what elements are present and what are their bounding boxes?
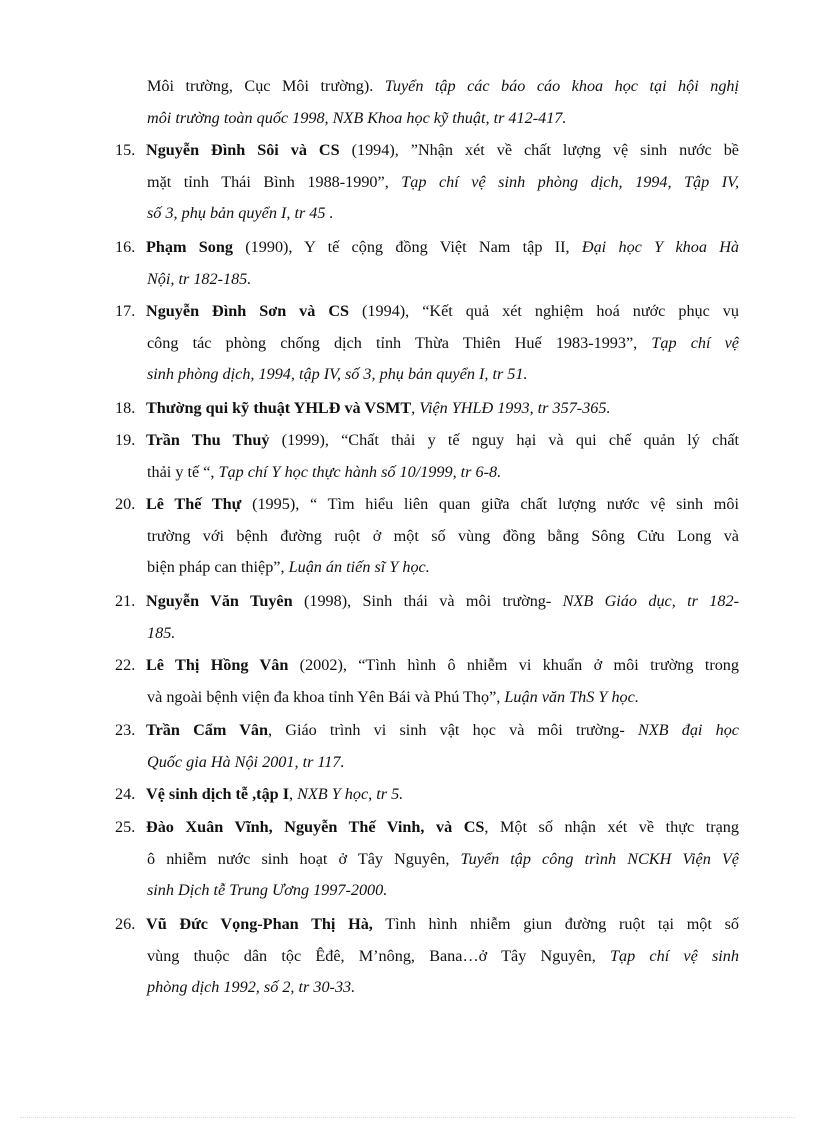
reference-item-18 [115,393,739,425]
reference-line [115,650,739,682]
reference-line [115,812,739,844]
reference-number: 20. [115,495,136,513]
reference-author: Đào Xuân Vĩnh, Nguyễn Thế Vinh, và CS [146,818,485,836]
reference-item-25 [115,812,739,907]
reference-line [115,747,739,779]
reference-text: , Một số nhận xét về thực trạng [484,818,739,836]
reference-line [115,521,739,553]
reference-source: NXB Giáo dục, tr 182- [562,592,739,610]
reference-line [115,167,739,199]
reference-item-26 [115,909,739,1004]
reference-author: Vũ Đức Vọng-Phan Thị Hà, [146,915,373,933]
reference-line [115,328,739,360]
reference-item-17 [115,296,739,391]
reference-source: Quốc gia Hà Nội 2001, tr 117. [147,752,345,771]
page-bottom-divider [20,1117,796,1118]
reference-line [115,875,739,907]
reference-source: Đại học Y khoa Hà [581,238,739,256]
reference-line [115,972,739,1004]
reference-line [115,715,739,747]
reference-number: 25. [115,818,136,836]
reference-item-22 [115,650,739,713]
reference-line [115,909,739,941]
reference-source: Tạp chí vệ sinh phòng dịch, 1994, Tập IV, [401,172,739,191]
reference-text: (1998), Sinh thái và môi trường- [292,592,563,610]
reference-source: số 3, phụ bản quyển I, tr 45 . [147,204,334,223]
reference-number: 17. [115,302,136,320]
reference-text: (1999), “Chất thải y tế nguy hại và qui chế quản lý chất [269,431,739,449]
reference-line [115,296,739,328]
reference-source: phòng dịch 1992, số 2, tr 30-33. [147,978,356,997]
reference-author: Phạm Song [146,238,233,256]
reference-text: mặt tỉnh Thái Bình 1988-1990”, [147,172,402,191]
reference-item-14-cont [115,71,739,134]
reference-number: 23. [115,721,136,739]
reference-source: môi trường toàn quốc 1998, NXB Khoa học kỹ thuật, tr 412-417. [147,108,567,127]
reference-author: Nguyễn Văn Tuyên [146,592,293,610]
reference-line [115,393,739,425]
reference-source: Tạp chí vệ [651,333,739,352]
reference-author: Nguyễn Đình Sôi và CS [146,141,340,159]
reference-line [115,71,739,103]
reference-text: , Giáo trình vi sinh vật học và môi trường- [268,721,638,739]
reference-line [115,457,739,489]
reference-source: Luận văn ThS Y học. [504,687,639,706]
reference-line [115,552,739,584]
reference-text: , [289,785,298,803]
reference-text: (1994), ”Nhận xét về chất lượng vệ sinh nước bề [339,141,739,159]
reference-text: biện pháp can thiệp”, [147,558,289,577]
reference-number: 18. [115,399,136,417]
reference-source: Nội, tr 182-185. [147,269,252,288]
reference-item-19 [115,425,739,488]
reference-author: Lê Thị Hồng Vân [146,656,289,674]
reference-item-20 [115,489,739,584]
reference-text: (1990), Y tế cộng đồng Việt Nam tập II, [232,238,582,256]
reference-source: Tạp chí Y học thực hành số 10/1999, tr 6-8. [218,462,502,481]
reference-source: Tuyển tập các báo cáo khoa học tại hội nghị [384,77,739,95]
reference-number: 16. [115,238,136,256]
reference-line [115,135,739,167]
reference-source: NXB đại học [637,721,739,739]
reference-source: sinh phòng dịch, 1994, tập IV, số 3, phụ bản quyển I, tr 51. [147,365,528,384]
reference-line [115,618,739,650]
reference-text: (1994), “Kết quả xét nghiệm hoá nước phục vụ [349,302,739,320]
reference-text: , [411,399,420,417]
reference-source: 185. [147,623,176,642]
reference-text: và ngoài bệnh viện đa khoa tỉnh Yên Bái và Phú Thọ”, [147,687,505,706]
reference-author: Trần Thu Thuỷ [146,431,270,449]
reference-number: 21. [115,592,136,610]
reference-line [115,264,739,296]
reference-author: Vệ sinh dịch tễ ,tập I [146,785,290,803]
reference-line [115,103,739,135]
reference-line [115,586,739,618]
reference-source: Viện YHLĐ 1993, tr 357-365. [419,399,611,417]
reference-line [115,359,739,391]
reference-line [115,682,739,714]
reference-item-24 [115,779,739,811]
reference-line [115,425,739,457]
reference-source: sinh Dịch tễ Trung Ương 1997-2000. [147,881,388,900]
reference-source: Tạp chí vệ sinh [610,946,739,965]
reference-author: Trần Cẩm Vân [146,721,269,739]
reference-text: thải y tế “, [147,462,219,481]
reference-text: ô nhiễm nước sinh hoạt ở Tây Nguyên, [147,849,461,868]
reference-line [115,844,739,876]
reference-item-15 [115,135,739,230]
reference-author: Nguyễn Đình Sơn và CS [146,302,350,320]
reference-number: 19. [115,431,136,449]
reference-line [115,489,739,521]
reference-author: Thường qui kỹ thuật YHLĐ và VSMT [146,399,412,417]
reference-text: công tác phòng chống dịch tỉnh Thừa Thiên Huế 1983-1993”, [147,333,652,352]
reference-line [115,198,739,230]
reference-line [115,941,739,973]
reference-item-23 [115,715,739,778]
reference-item-21 [115,586,739,649]
reference-source: Tuyển tập công trình NCKH Viện Vệ [460,849,739,868]
reference-line [115,232,739,264]
reference-author: Lê Thế Thự [146,495,242,513]
reference-source: NXB Y học, tr 5. [297,785,404,803]
reference-text: (1995), “ Tìm hiểu liên quan giữa chất lượng nước vệ sinh môi [241,495,739,513]
reference-number: 24. [115,785,136,803]
reference-number: 26. [115,915,136,933]
reference-text: trường với bệnh đường ruột ở một số vùng đồng bằng Sông Cửu Long và [147,526,739,545]
reference-source: Luận án tiến sĩ Y học. [288,558,430,577]
reference-item-16 [115,232,739,295]
reference-text: Môi trường, Cục Môi trường). [147,77,385,95]
reference-number: 22. [115,656,136,674]
reference-text: (2002), “Tình hình ô nhiễm vi khuẩn ở môi trường trong [288,656,739,674]
reference-text: vùng thuộc dân tộc Êđê, M’nông, Bana…ở Tây Nguyên, [147,946,611,965]
reference-text: Tình hình nhiễm giun đường ruột tại một số [372,915,739,933]
reference-line [115,779,739,811]
reference-number: 15. [115,141,136,159]
